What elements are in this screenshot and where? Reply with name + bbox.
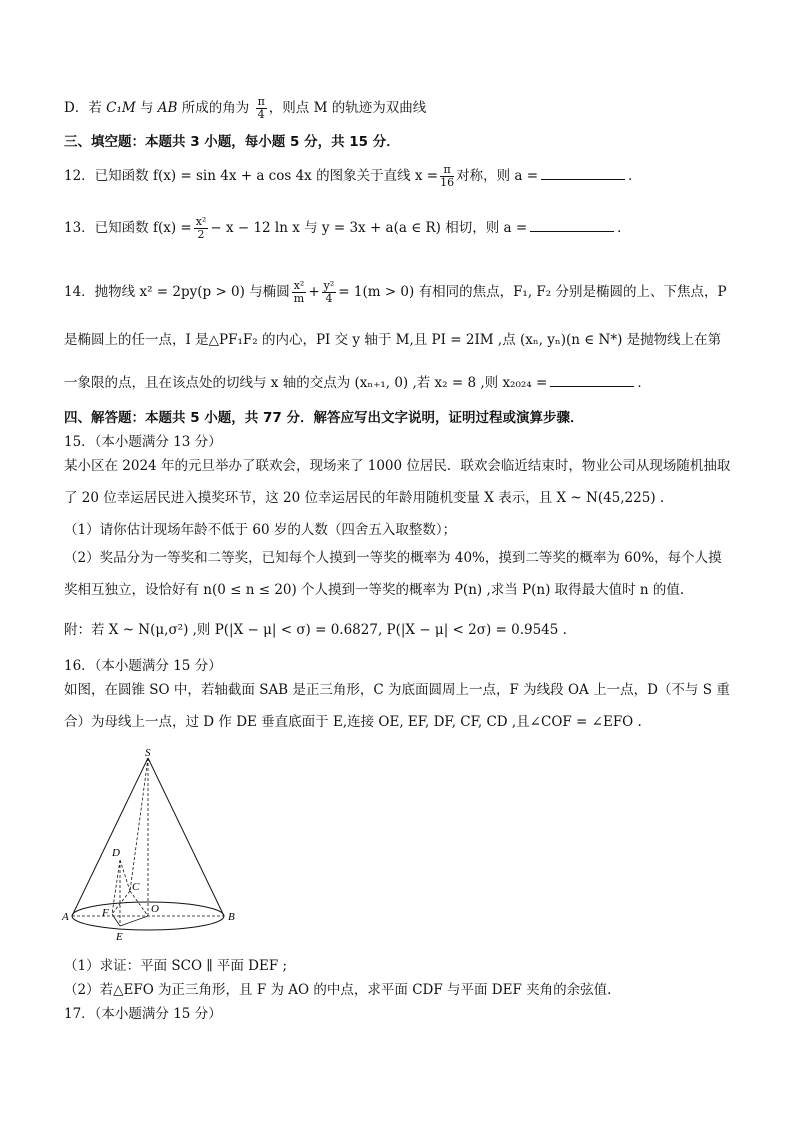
section4-title: 四、解答题：本题共 5 小题，共 77 分．解答应写出文字说明，证明过程或演算步骤． [64,410,584,426]
section3-title: 三、填空题：本题共 3 小题，每小题 5 分，共 15 分． [64,134,400,150]
q11-d-ab: AB [157,100,178,116]
q15-sub-2b: 奖相互独立，设恰好有 n(0 ≤ n ≤ 20) 个人摸到一等奖的概率为 P(n) ,求当 P(n) 取得最大值时 n 的值. [64,582,685,598]
cone-label-d: D [112,847,120,859]
q14-plus: + [308,284,320,300]
q14-answer-blank[interactable] [550,372,634,387]
q15-header: 15．（本小题满分 13 分） [64,434,222,450]
q14-line3a: 一象限的点，且在该点处的切线与 x 轴的交点为 (xₙ₊₁, 0) ,若 x₂ = 8 ,则 x₂₀₂₄ = [64,375,548,391]
q13-num: x² [195,215,207,228]
q13 [64,216,734,241]
q16-paragraph-1: 如图，在圆锥 SO 中，若轴截面 SAB 是正三角形，C 为底面圆周上一点，F 为线段 OA 上一点，D（不与 S 重 [64,682,730,698]
q13-end: ． [617,220,631,236]
q16-sub-2: （2）若△EFO 为正三角形，且 F 为 AO 的中点，求平面 CDF 与平面 DEF 夹角的余弦值. [64,982,612,998]
q14-fraction-1 [292,280,307,305]
q17-header: 17．（本小题满分 15 分） [64,1006,222,1022]
cone-label-s: S [145,748,151,759]
q16-paragraph-2: 合）为母线上一点，过 D 作 DE 垂直底面于 E,连接 OE, EF, DF, CF, CD ,且∠COF = ∠EFO . [64,714,642,730]
q12-den: 16 [440,176,455,189]
cone-figure [60,748,250,948]
cone-segment-co [130,891,148,916]
q14-f1-den: m [293,292,305,305]
q13-answer-blank[interactable] [530,217,614,232]
q14-fraction-2 [322,280,337,305]
q14-end: ． [637,375,651,391]
cone-label-c: C [132,881,140,893]
q13-text2: − x − 12 ln x 与 y = 3x + a(a ∈ R) 相切，则 a = [210,220,528,236]
q14-f2-den: 4 [325,292,333,305]
q11-d-num: π [257,95,265,108]
cone-generatrix-right [148,758,224,916]
q16-sub-1: （1）求证：平面 SCO ∥ 平面 DEF ; [64,958,288,974]
q15-note: 附：若 X ~ N(μ,σ²) ,则 P(|X − μ| < σ) = 0.6827, P(|X − μ| < 2σ) = 0.9545 . [64,622,567,638]
cone-label-o: O [151,903,159,915]
cone-label-f: F [102,907,109,919]
q14-f1-num: x² [293,279,305,292]
q12-text1: 12．已知函数 f(x) = sin 4x + a cos 4x 的图象关于直线 x = [64,168,439,184]
q12-num: π [440,164,454,177]
q14-line1 [64,280,734,305]
q12-end: ． [628,168,642,184]
q14-line1a: 14．抛物线 x² = 2py(p > 0) 与椭圆 [64,284,290,300]
cone-label-b: B [228,911,235,923]
q12-fraction [440,164,454,189]
q11-d-suffix: ，则点 M 的轨迹为双曲线 [268,100,427,116]
q13-den: 2 [197,228,205,241]
q15-paragraph-1: 某小区在 2024 年的元旦举办了联欢会，现场来了 1000 位居民．联欢会临近结束时，物业公司从现场随机抽取 [64,458,731,474]
q11-d-den: 4 [257,108,265,121]
q14-f2-num: y² [323,279,335,292]
q14-line1b: = 1(m > 0) 有相同的焦点，F₁, F₂ 分别是椭圆的上、下焦点，P [338,284,727,300]
cone-label-a: A [62,911,69,923]
q12 [64,164,734,189]
q11-option-d [64,96,734,121]
cone-label-e: E [116,931,123,943]
q11-d-mid2: 所成的角为 [177,100,254,116]
q11-d-mid: 与 [135,100,158,116]
q11-d-expr: C₁M [106,100,136,116]
q12-text2: 对称，则 a = [456,168,539,184]
q14-line3 [64,372,734,393]
cone-segment-dc [120,860,130,891]
q12-answer-blank[interactable] [541,165,625,180]
q13-fraction [194,216,209,241]
q15-sub-1: （1）请你估计现场年龄不低于 60 岁的人数（四舍五入取整数）； [64,522,457,538]
q16-header: 16．（本小题满分 15 分） [64,658,222,674]
q11-d-fraction [256,96,267,121]
q13-text1: 13．已知函数 f(x) = [64,220,192,236]
cone-segment-sc [130,758,148,891]
q15-paragraph-2: 了 20 位幸运居民进入摸奖环节，这 20 位幸运居民的年龄用随机变量 X 表示，且 X ~ N(45,225) . [64,490,665,506]
q14-line2: 是椭圆上的任一点，I 是△PF₁F₂ 的内心，PI 交 y 轴于 M,且 PI = 2IM ,点 (xₙ, yₙ)(n ∈ N*) 是抛物线上在第 [64,332,722,348]
cone-segment-eo [120,916,148,926]
q15-sub-2a: （2）奖品分为一等奖和二等奖，已知每个人摸到一等奖的概率为 40%，摸到二等奖的概率为 60%，每个人摸 [64,550,722,566]
q11-d-prefix: D．若 [64,100,107,116]
cone-segment-df [112,860,120,914]
